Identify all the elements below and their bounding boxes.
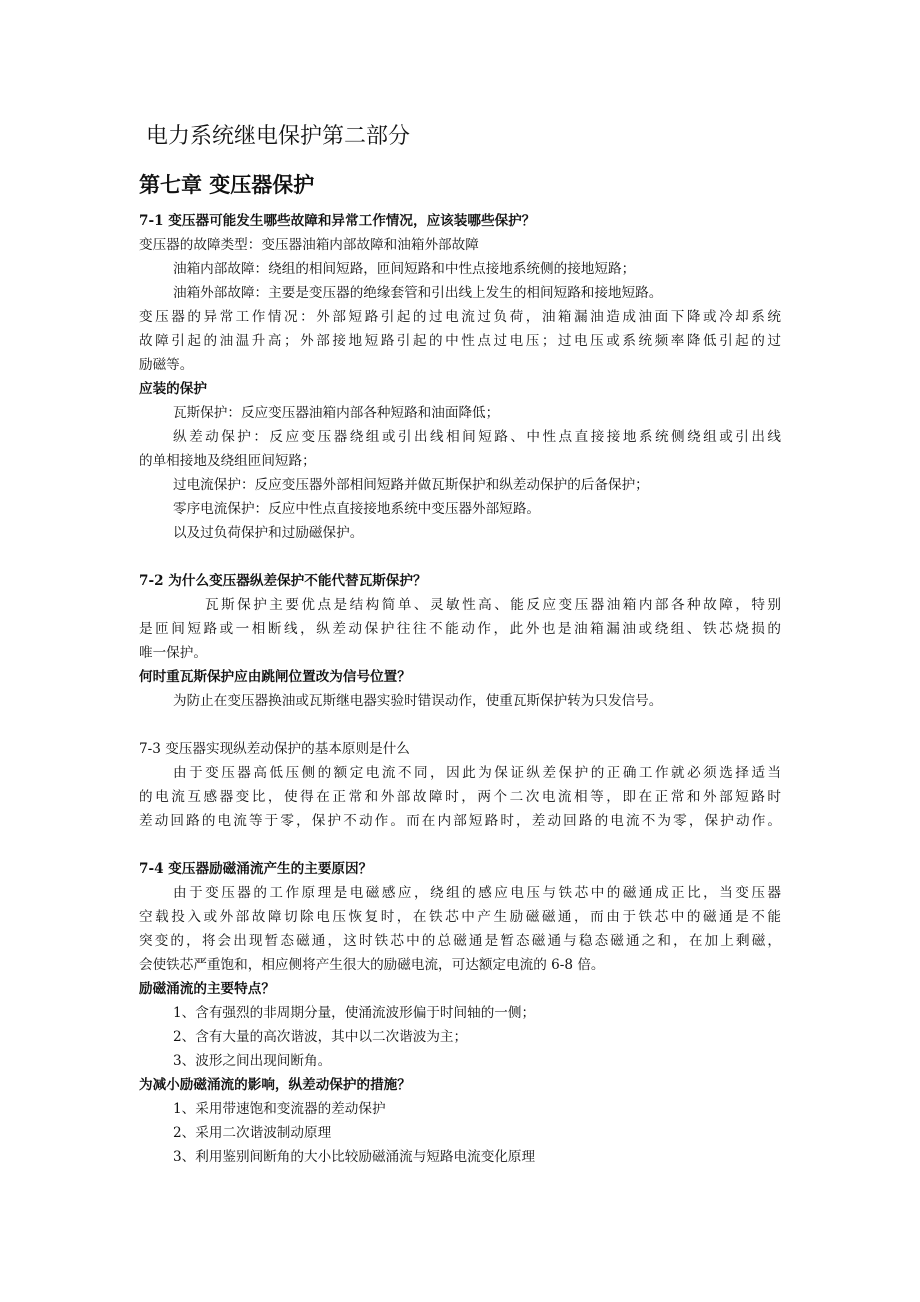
text-line: 纵差动保护：反应变压器绕组或引出线相间短路、中性点直接接地系统侧绕组或引出线 bbox=[173, 429, 781, 445]
text-line: 瓦斯保护：反应变压器油箱内部各种短路和油面降低； bbox=[173, 405, 500, 421]
text-line: 由于变压器的工作原理是电磁感应，绕组的感应电压与铁芯中的磁通成正比，当变压器 bbox=[173, 885, 781, 901]
list-item: 3、利用鉴别间断角的大小比较励磁涌流与短路电流变化原理 bbox=[173, 1149, 536, 1165]
text-line: 瓦斯保护主要优点是结构简单、灵敏性高、能反应变压器油箱内部各种故障，特别 bbox=[205, 597, 781, 613]
text-line: 空载投入或外部故障切除电压恢复时，在铁芯中产生励磁磁通，而由于铁芯中的磁通是不能 bbox=[139, 909, 781, 925]
text-line: 过电流保护：反应变压器外部相间短路并做瓦斯保护和纵差动保护的后备保护； bbox=[173, 477, 649, 493]
text-line: 变压器的异常工作情况：外部短路引起的过电流过负荷，油箱漏油造成油面下降或冷却系统 bbox=[139, 309, 781, 325]
list-item: 2、含有大量的高次谐波，其中以二次谐波为主； bbox=[173, 1029, 468, 1045]
list-item: 2、采用二次谐波制动原理 bbox=[173, 1125, 332, 1141]
text-line: 以及过负荷保护和过励磁保护。 bbox=[173, 525, 364, 541]
subheading-inrush-features: 励磁涌流的主要特点？ bbox=[139, 981, 275, 997]
text-line: 励磁等。 bbox=[139, 357, 194, 373]
list-item: 1、含有强烈的非周期分量，使涌流波形偏于时间轴的一侧； bbox=[173, 1005, 536, 1021]
subheading-protections: 应装的保护 bbox=[139, 381, 207, 397]
text-line: 为防止在变压器换油或瓦斯继电器实验时错误动作，使重瓦斯保护转为只发信号。 bbox=[173, 693, 663, 709]
text-line: 唯一保护。 bbox=[139, 645, 207, 661]
text-line: 的电流互感器变比，使得在正常和外部故障时，两个二次电流相等，即在正常和外部短路时 bbox=[139, 789, 781, 805]
text-line: 由于变压器高低压侧的额定电流不同，因此为保证纵差保护的正确工作就必须选择适当 bbox=[173, 765, 781, 781]
text-line: 会使铁芯严重饱和，相应侧将产生很大的励磁电流，可达额定电流的 6-8 倍。 bbox=[139, 957, 605, 973]
text-line: 油箱内部故障：绕组的相间短路，匝间短路和中性点接地系统侧的接地短路； bbox=[173, 261, 636, 277]
text-line: 故障引起的油温升高；外部接地短路引起的中性点过电压；过电压或系统频率降低引起的过 bbox=[139, 333, 781, 349]
heading-7-1: 7-1 变压器可能发生哪些故障和异常工作情况，应该装哪些保护？ bbox=[139, 213, 536, 229]
list-item: 1、采用带速饱和变流器的差动保护 bbox=[173, 1101, 386, 1117]
subheading-heavy-gas: 何时重瓦斯保护应由跳闸位置改为信号位置？ bbox=[139, 669, 411, 685]
text-line: 零序电流保护：反应中性点直接接地系统中变压器外部短路。 bbox=[173, 501, 541, 517]
subheading-inrush-measures: 为减小励磁涌流的影响，纵差动保护的措施？ bbox=[139, 1077, 411, 1093]
document-title: 电力系统继电保护第二部分 bbox=[146, 124, 411, 149]
heading-7-4: 7-4 变压器励磁涌流产生的主要原因？ bbox=[139, 861, 373, 877]
list-item: 3、波形之间出现间断角。 bbox=[173, 1053, 332, 1069]
heading-7-3: 7-3 变压器实现纵差动保护的基本原则是什么 bbox=[139, 741, 410, 757]
text-line: 差动回路的电流等于零，保护不动作。而在内部短路时，差动回路的电流不为零，保护动作。 bbox=[139, 813, 781, 829]
text-line: 是匝间短路或一相断线，纵差动保护往往不能动作，此外也是油箱漏油或绕组、铁芯烧损的 bbox=[139, 621, 781, 637]
text-line: 油箱外部故障：主要是变压器的绝缘套管和引出线上发生的相间短路和接地短路。 bbox=[173, 285, 663, 301]
heading-7-2: 7-2 为什么变压器纵差保护不能代替瓦斯保护？ bbox=[139, 573, 427, 589]
text-line: 的单相接地及绕组匝间短路； bbox=[139, 453, 316, 469]
text-line: 变压器的故障类型：变压器油箱内部故障和油箱外部故障 bbox=[139, 237, 479, 253]
text-line: 突变的，将会出现暂态磁通，这时铁芯中的总磁通是暂态磁通与稳态磁通之和，在加上剩磁， bbox=[139, 933, 781, 949]
chapter-heading: 第七章 变压器保护 bbox=[139, 172, 315, 197]
